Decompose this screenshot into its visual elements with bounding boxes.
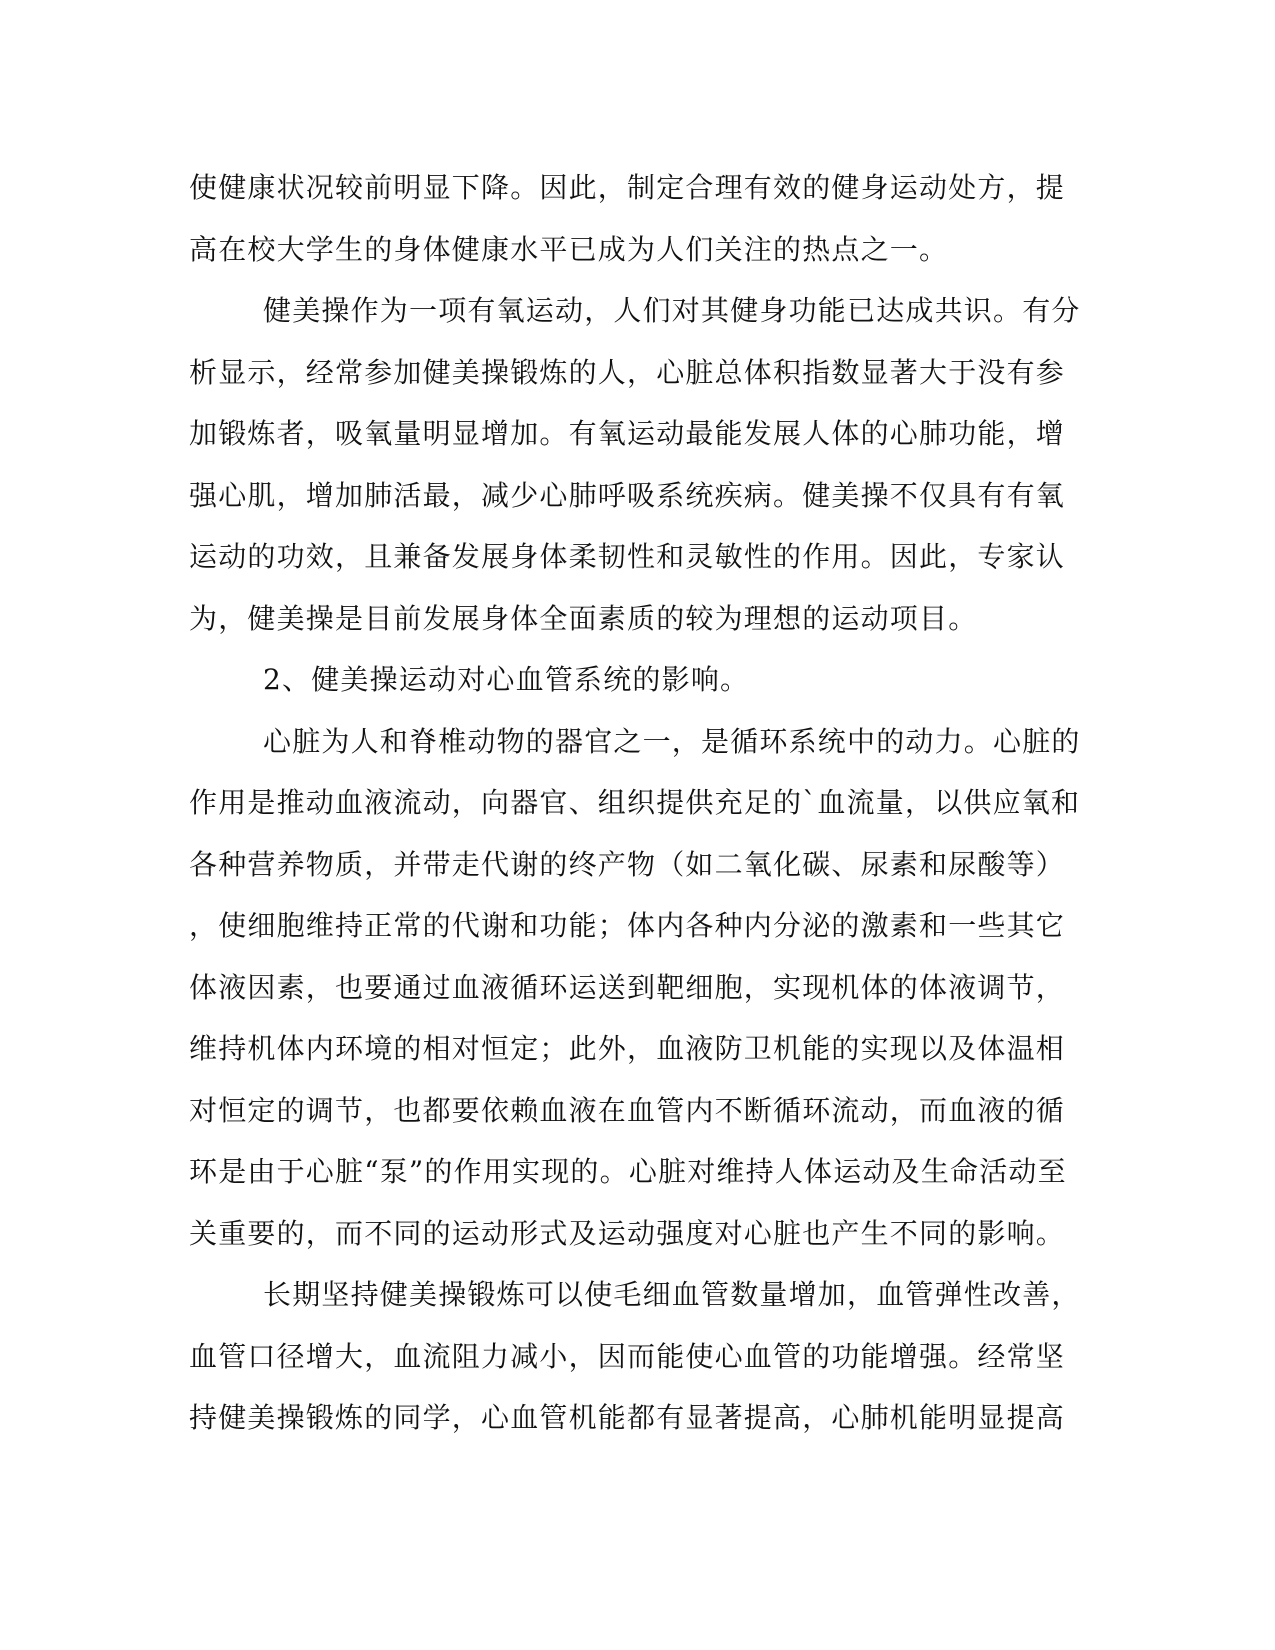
text-line: 使健康状况较前明显下降。因此，制定合理有效的健身运动处方，提 — [189, 171, 1066, 204]
text-line: 高在校大学生的身体健康水平已成为人们关注的热点之一。 — [189, 232, 949, 266]
text-line: 维持机体内环境的相对恒定；此外，血液防卫机能的实现以及体温相 — [189, 1032, 1066, 1065]
text-line: ，使细胞维持正常的代谢和功能；体内各种内分泌的激素和一些其它 — [189, 909, 1066, 942]
text-line: 各种营养物质，并带走代谢的终产物（如二氧化碳、尿素和尿酸等） — [189, 847, 1066, 881]
text-line: 环是由于心脏“泵”的作用实现的。心脏对维持人体运动及生命活动至 — [189, 1155, 1067, 1188]
text-line: 对恒定的调节，也都要依赖血液在血管内不断循环流动，而血液的循 — [189, 1093, 1066, 1127]
text-line: 持健美操锻炼的同学，心血管机能都有显著提高，心肺机能明显提高 — [189, 1401, 1066, 1434]
text-line: 强心肌，增加肺活最，减少心肺呼吸系统疾病。健美操不仅具有有氧 — [189, 478, 1066, 512]
section-heading: 2、健美操运动对心血管系统的影响。 — [263, 663, 750, 696]
text-line: 析显示，经常参加健美操锻炼的人，心脏总体积指数显著大于没有参 — [189, 355, 1066, 389]
text-line: 关重要的，而不同的运动形式及运动强度对心脏也产生不同的影响。 — [189, 1216, 1066, 1250]
text-line: 血管口径增大，血流阻力减小，因而能使心血管的功能增强。经常坚 — [189, 1339, 1066, 1373]
text-line: 作用是推动血液流动，向器官、组织提供充足的`血流量，以供应氧和 — [189, 786, 1081, 819]
text-line: 加锻炼者，吸氧量明显增加。有氧运动最能发展人体的心肺功能，增 — [189, 417, 1066, 450]
body-text — [189, 162, 1081, 1454]
text-line: 长期坚持健美操锻炼可以使毛细血管数量增加，血管弹性改善， — [263, 1278, 1081, 1311]
text-line: 健美操作为一项有氧运动，人们对其健身功能已达成共识。有分 — [263, 294, 1081, 327]
text-line: 为，健美操是目前发展身体全面素质的较为理想的运动项目。 — [189, 601, 978, 635]
text-line: 心脏为人和脊椎动物的器官之一，是循环系统中的动力。心脏的 — [263, 724, 1081, 758]
text-line: 体液因素，也要通过血液循环运送到靶细胞，实现机体的体液调节， — [189, 970, 1066, 1004]
text-line: 运动的功效，且兼备发展身体柔韧性和灵敏性的作用。因此，专家认 — [189, 540, 1066, 573]
